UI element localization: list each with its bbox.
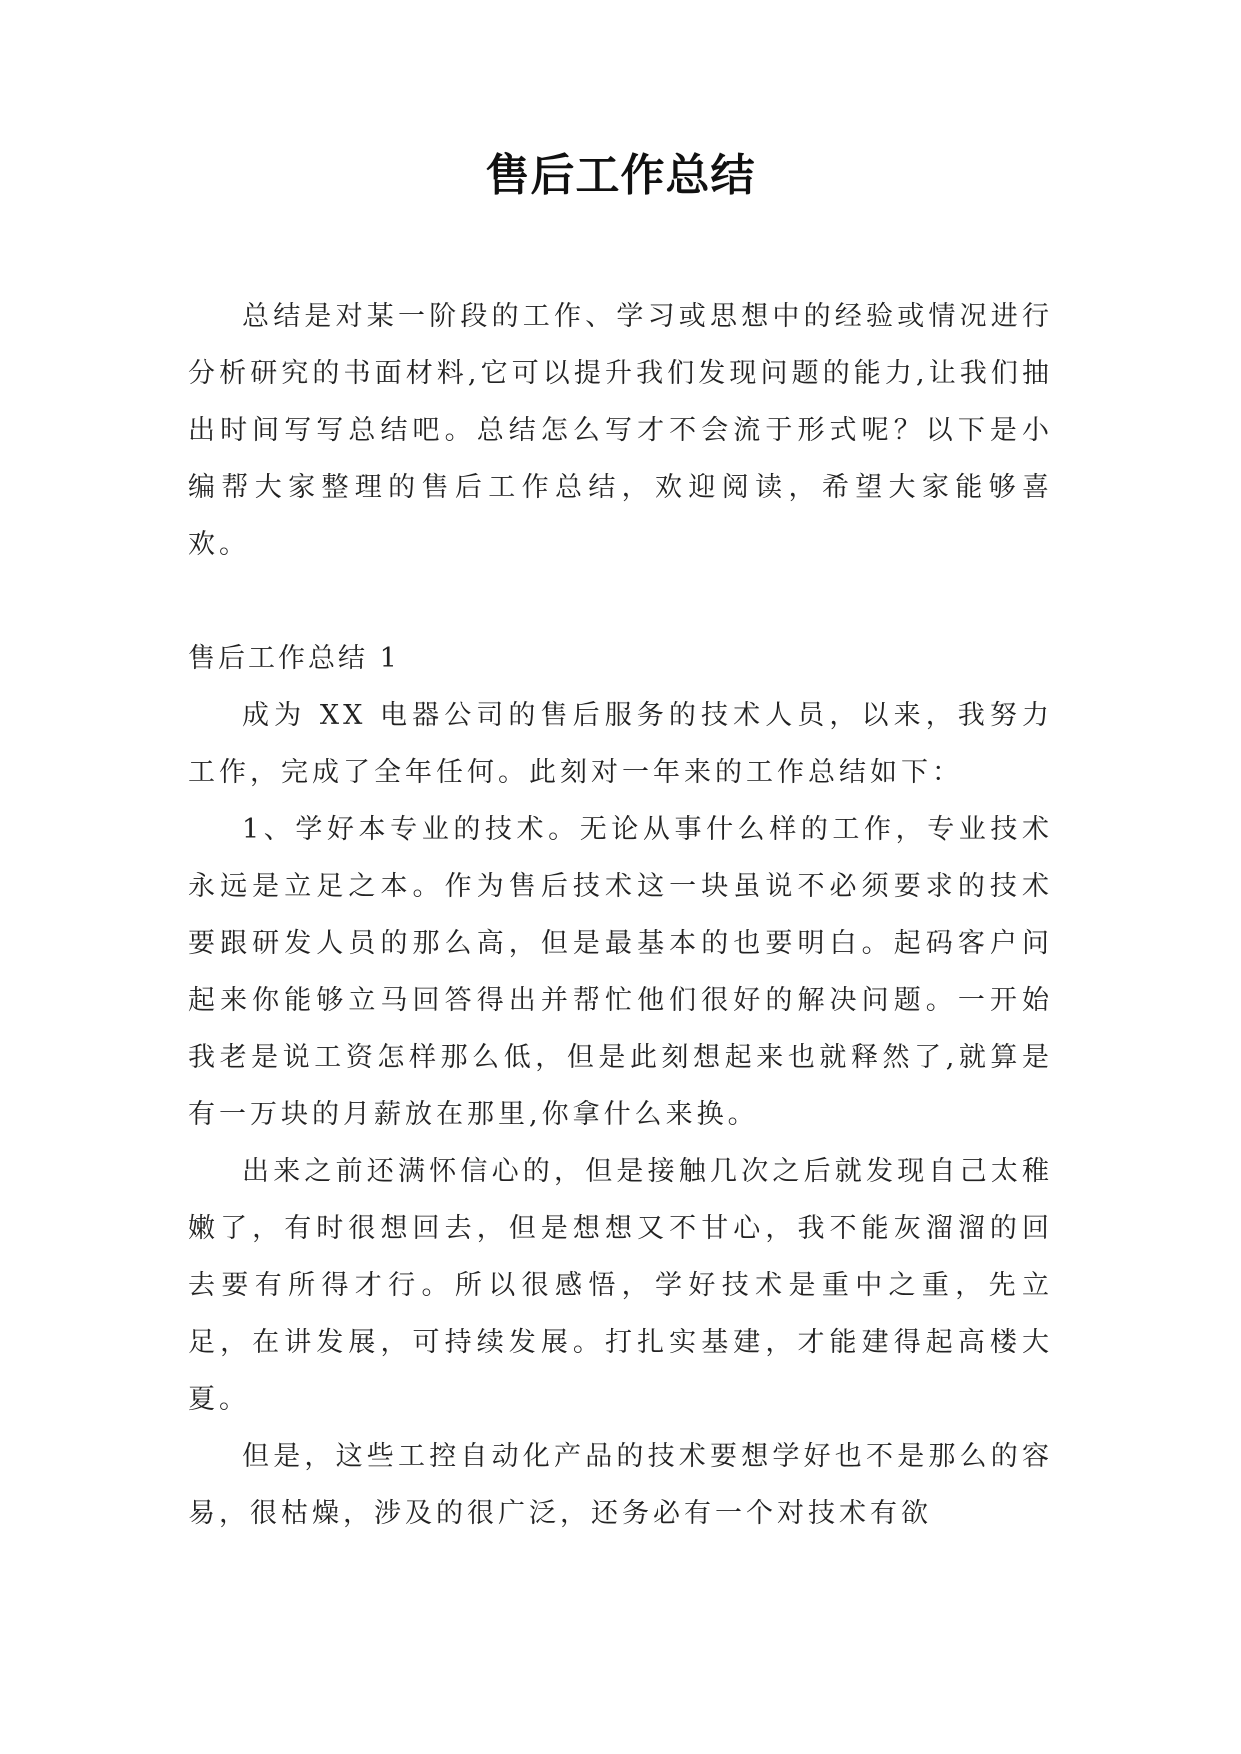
body-paragraph: 1、学好本专业的技术。无论从事什么样的工作，专业技术永远是立足之本。作为售后技术这一块虽说不必须要求的技术要跟研发人员的那么高，但是最基本的也要明白。起码客户问起来你能够立马回答得出并帮忙他们很好的解决问题。一开始我老是说工资怎样那么低，但是此刻想起来也就释然了,就算是有一万块的月薪放在那里,你拿什么来换。: [188, 814, 1053, 1130]
document-title: 售后工作总结: [485, 150, 756, 201]
document-body: [188, 288, 1053, 1542]
body-paragraph: 成为 XX 电器公司的售后服务的技术人员，以来，我努力工作，完成了全年任何。此刻对一年来的工作总结如下：: [188, 700, 1053, 788]
section-heading: 售后工作总结 1: [188, 643, 400, 674]
body-paragraph: 但是，这些工控自动化产品的技术要想学好也不是那么的容易，很枯燥，涉及的很广泛，还务必有一个对技术有欲: [188, 1441, 1053, 1529]
body-paragraph: 出来之前还满怀信心的，但是接触几次之后就发现自己太稚嫩了，有时很想回去，但是想想又不甘心，我不能灰溜溜的回去要有所得才行。所以很感悟，学好技术是重中之重，先立足，在讲发展，可持续发展。打扎实基建，才能建得起高楼大夏。: [188, 1156, 1053, 1415]
intro-paragraph: 总结是对某一阶段的工作、学习或思想中的经验或情况进行分析研究的书面材料,它可以提升我们发现问题的能力,让我们抽出时间写写总结吧。总结怎么写才不会流于形式呢？以下是小编帮大家整理的售后工作总结，欢迎阅读，希望大家能够喜欢。: [188, 301, 1053, 560]
